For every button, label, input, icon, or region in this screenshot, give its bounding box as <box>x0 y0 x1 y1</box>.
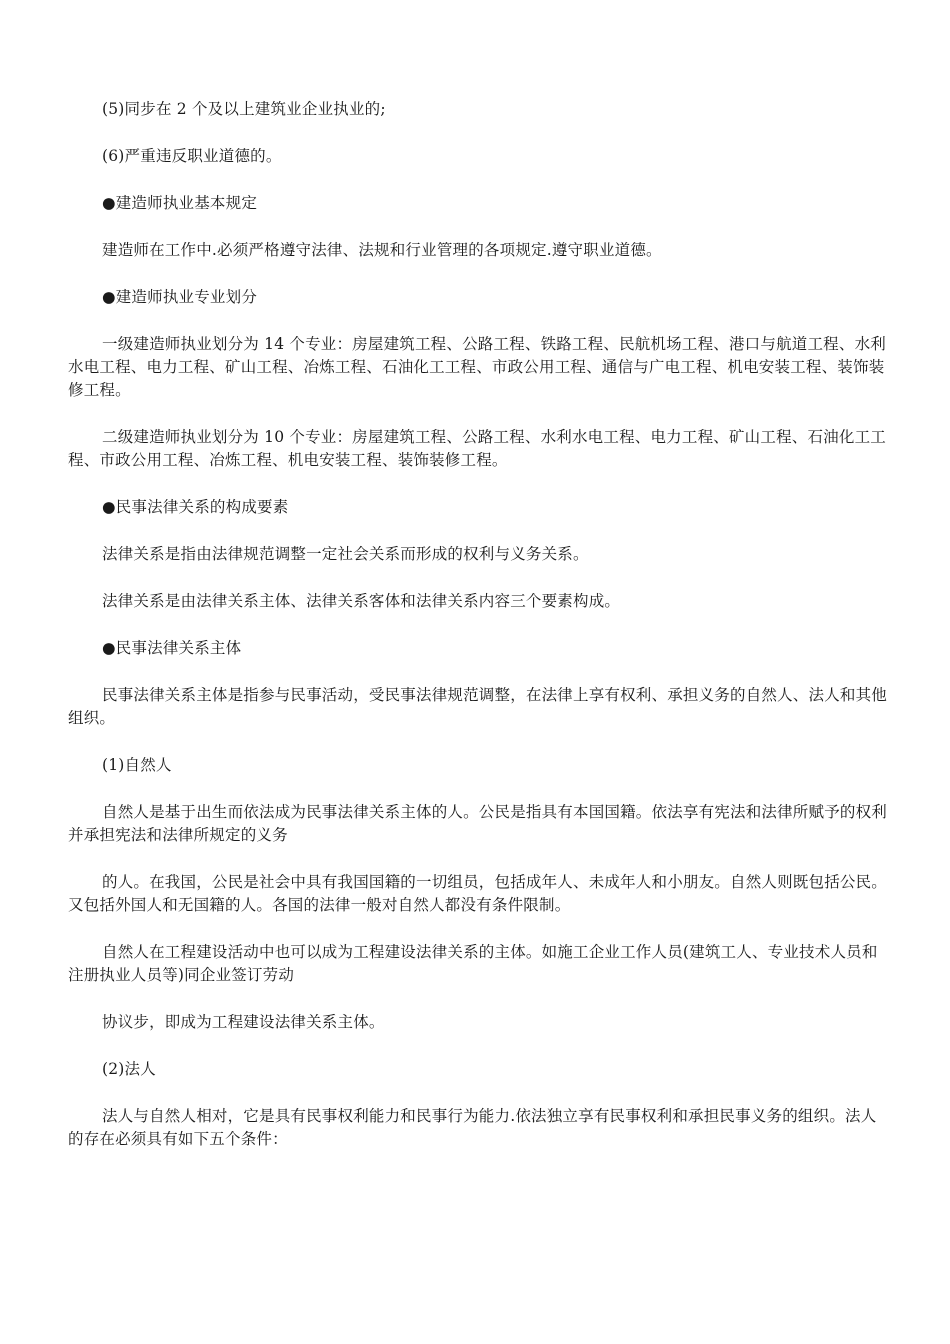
paragraph-legal-relation-definition: 法律关系是指由法律规范调整一定社会关系而形成的权利与义务关系。 <box>102 545 589 563</box>
paragraph-civil-subject-definition: 民事法律关系主体是指参与民事活动，受民事法律规范调整，在法律上享有权利、承担义务的自然人、法人和其他组织。 <box>68 686 888 727</box>
paragraph-second-class-specialties: 二级建造师执业划分为 10 个专业：房屋建筑工程、公路工程、水利水电工程、电力工程、矿山工程、石油化工工程、市政公用工程、冶炼工程、机电安装工程、装饰装修工程。 <box>68 428 886 469</box>
subheading-natural-person: (1)自然人 <box>102 756 172 774</box>
paragraph-natural-person-3: 自然人在工程建设活动中也可以成为工程建设法律关系的主体。如施工企业工作人员(建筑工人、专业技术人员和注册执业人员等)同企业签订劳动 <box>68 943 878 984</box>
paragraph-item-5: (5)同步在 2 个及以上建筑业企业执业的; <box>102 100 386 118</box>
paragraph-item-6: (6)严重违反职业道德的。 <box>102 147 282 165</box>
section-heading-specialties: ●建造师执业专业划分 <box>102 288 258 306</box>
paragraph-legal-relation-elements: 法律关系是由法律关系主体、法律关系客体和法律关系内容三个要素构成。 <box>102 592 621 610</box>
paragraph-natural-person-2: 的人。在我国，公民是社会中具有我国国籍的一切组员，包括成年人、未成年人和小朋友。自然人则既包括公民。又包括外国人和无国籍的人。各国的法律一般对自然人都没有条件限制。 <box>68 873 888 914</box>
subheading-legal-person: (2)法人 <box>102 1060 156 1078</box>
section-heading-practice-rules: ●建造师执业基本规定 <box>102 194 258 212</box>
section-heading-civil-elements: ●民事法律关系的构成要素 <box>102 498 289 516</box>
paragraph-natural-person-1: 自然人是基于出生而依法成为民事法律关系主体的人。公民是指具有本国国籍。依法享有宪法和法律所赋予的权利并承担宪法和法律所规定的义务 <box>68 803 888 844</box>
paragraph-practice-rules: 建造师在工作中.必须严格遵守法律、法规和行业管理的各项规定.遵守职业道德。 <box>102 241 662 259</box>
paragraph-first-class-specialties: 一级建造师执业划分为 14 个专业：房屋建筑工程、公路工程、铁路工程、民航机场工程、港口与航道工程、水利水电工程、电力工程、矿山工程、冶炼工程、石油化工工程、市政公用工程、通信与广电工程、机电安装工程、装饰装修工程。 <box>68 335 886 399</box>
paragraph-natural-person-4: 协议步，即成为工程建设法律关系主体。 <box>102 1013 385 1031</box>
paragraph-legal-person: 法人与自然人相对，它是具有民事权利能力和民事行为能力.依法独立享有民事权利和承担民事义务的组织。法人的存在必须具有如下五个条件： <box>68 1107 877 1148</box>
section-heading-civil-subject: ●民事法律关系主体 <box>102 639 242 657</box>
document-body <box>68 98 890 1175</box>
